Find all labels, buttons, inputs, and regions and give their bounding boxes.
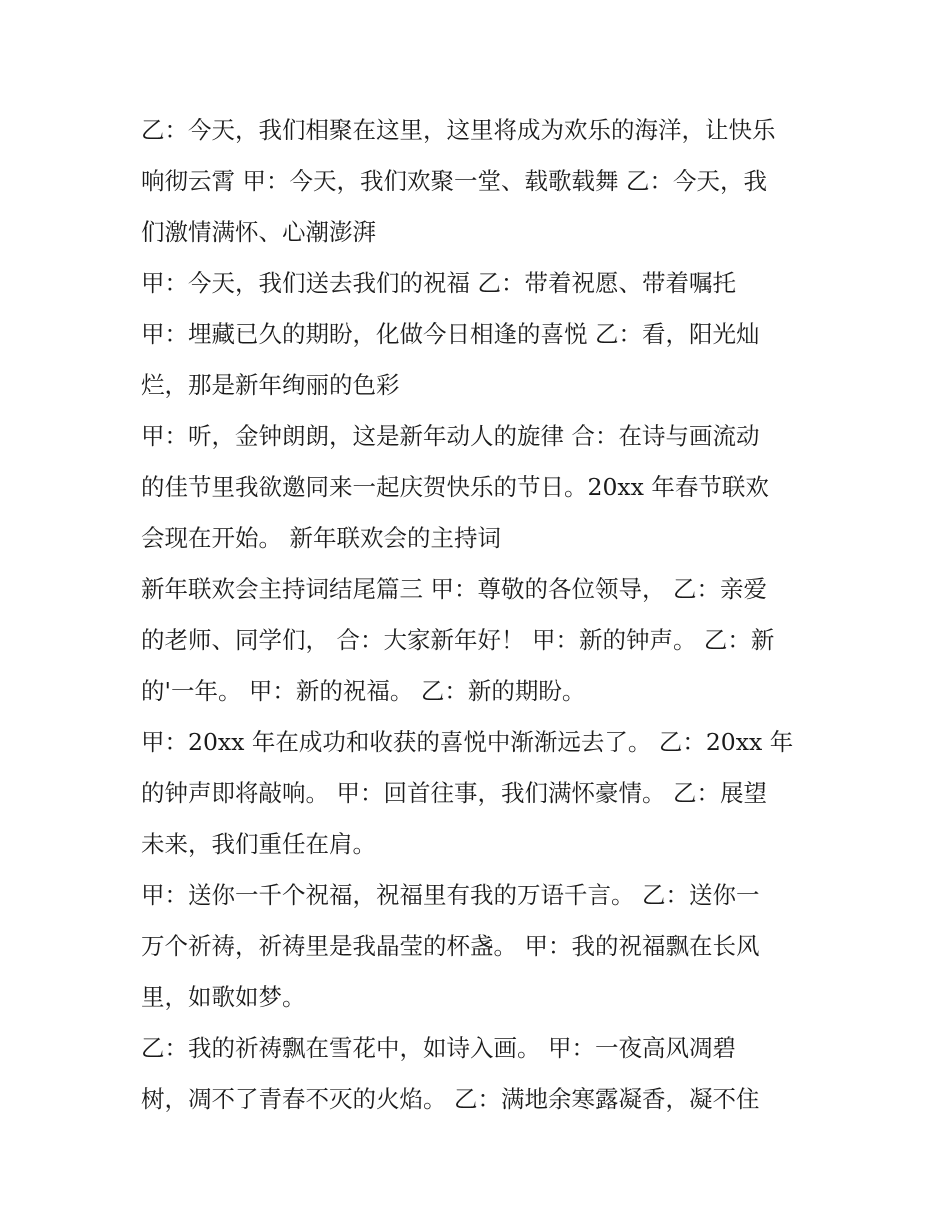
text-line: 乙：我的祈祷飘在雪花中，如诗入画。 甲：一夜高风凋碧	[141, 1034, 736, 1062]
document-body	[141, 105, 821, 1125]
text-line: 万个祈祷，祈祷里是我晶莹的杯盏。 甲：我的祝福飘在长风	[141, 932, 760, 960]
text-line: 们激情满怀、心潮澎湃	[141, 218, 376, 246]
text-line: 甲：埋藏已久的期盼，化做今日相逢的喜悦 乙：看，阳光灿	[141, 320, 760, 348]
text-line: 乙：今天，我们相聚在这里，这里将成为欢乐的海洋，让快乐	[141, 116, 776, 144]
text-line: 的佳节里我欲邀同来一起庆贺快乐的节日。20xx 年春节联欢	[141, 473, 769, 501]
text-line: 响彻云霄 甲：今天，我们欢聚一堂、载歌载舞 乙：今天，我	[141, 167, 767, 195]
text-line: 的老师、同学们， 合：大家新年好！ 甲：新的钟声。 乙：新	[141, 626, 775, 654]
text-line: 甲：20xx 年在成功和收获的喜悦中渐渐远去了。 乙：20xx 年	[141, 728, 794, 756]
text-line: 新年联欢会主持词结尾篇三 甲：尊敬的各位领导， 乙：亲爱	[141, 575, 767, 603]
text-line: 的'一年。 甲：新的祝福。 乙：新的期盼。	[141, 677, 586, 705]
text-line: 树，凋不了青春不灭的火焰。 乙：满地余寒露凝香，凝不住	[141, 1085, 760, 1113]
text-line: 里，如歌如梦。	[141, 983, 306, 1011]
text-line: 烂，那是新年绚丽的色彩	[141, 371, 400, 399]
text-line: 未来，我们重任在肩。	[141, 830, 376, 858]
text-line: 甲：今天，我们送去我们的祝福 乙：带着祝愿、带着嘱托	[141, 269, 736, 297]
text-line: 甲：听，金钟朗朗，这是新年动人的旋律 合：在诗与画流动	[141, 422, 760, 450]
text-line: 甲：送你一千个祝福，祝福里有我的万语千言。 乙：送你一	[141, 881, 760, 909]
text-line: 会现在开始。 新年联欢会的主持词	[141, 524, 501, 552]
text-line: 的钟声即将敲响。 甲：回首往事，我们满怀豪情。 乙：展望	[141, 779, 767, 807]
